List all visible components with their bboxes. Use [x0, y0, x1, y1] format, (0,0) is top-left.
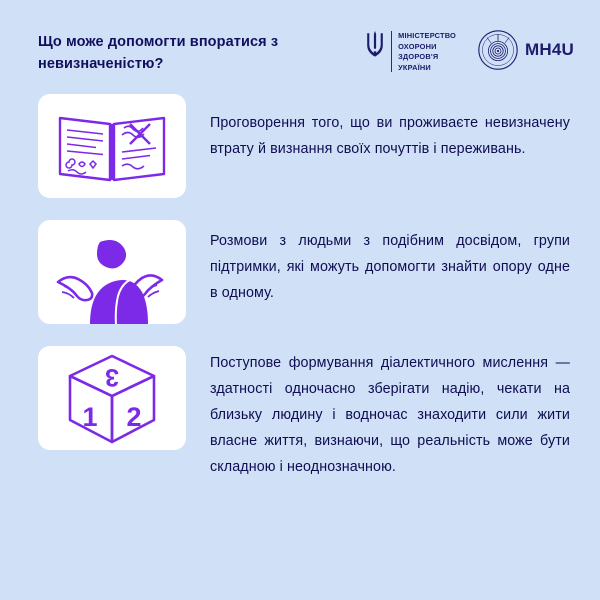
thumb-support: [38, 220, 186, 324]
tips-list: [0, 78, 600, 480]
moz-logo: [365, 30, 456, 73]
mh4u-logo: [478, 30, 574, 70]
ukraine-trident-icon: [365, 30, 385, 60]
list-item-text: Проговорення того, що ви проживаєте невизначену втрату й визнання своїх почуттів і переживань.: [210, 115, 570, 158]
logo-group: [338, 30, 574, 73]
moz-logo-text: [398, 30, 456, 73]
logo-divider: [391, 31, 392, 72]
mh4u-logo-label: MH4U: [525, 40, 574, 59]
open-book-icon: [38, 94, 186, 198]
thumb-cube: [38, 346, 186, 450]
svg-text:2: 2: [126, 402, 142, 432]
header: [0, 0, 600, 78]
moz-line-2: ОХОРОНИ: [398, 41, 437, 51]
moz-line-4: УКРАЇНИ: [398, 62, 431, 72]
list-item: [38, 94, 570, 198]
thumb-open-book: [38, 94, 186, 198]
list-item: [38, 220, 570, 324]
list-item: [38, 346, 570, 480]
svg-text:1: 1: [82, 402, 98, 432]
moz-line-3: ЗДОРОВ'Я: [398, 52, 439, 62]
person-hug-support-icon: [38, 220, 186, 324]
svg-text:3: 3: [105, 363, 119, 391]
numbered-cube-icon: [38, 346, 186, 450]
moz-line-1: МІНІСТЕРСТВО: [398, 31, 457, 40]
list-item-text: Розмови з людьми з подібним досвідом, групи підтримки, які можуть допомогти знайти опору одне в одному.: [210, 233, 570, 302]
mh4u-circular-mark-icon: [478, 30, 518, 70]
list-item-text: Поступове формування діалектичного мислення — здатності одночасно зберігати надію, чекати на близьку людину і водночас знаходити сили жити власне життя, визнаючи, що реальність може бути складною і неоднозначною.: [210, 355, 570, 476]
page-title: Що може допомогти впоратися з невизначеністю?: [38, 34, 279, 72]
